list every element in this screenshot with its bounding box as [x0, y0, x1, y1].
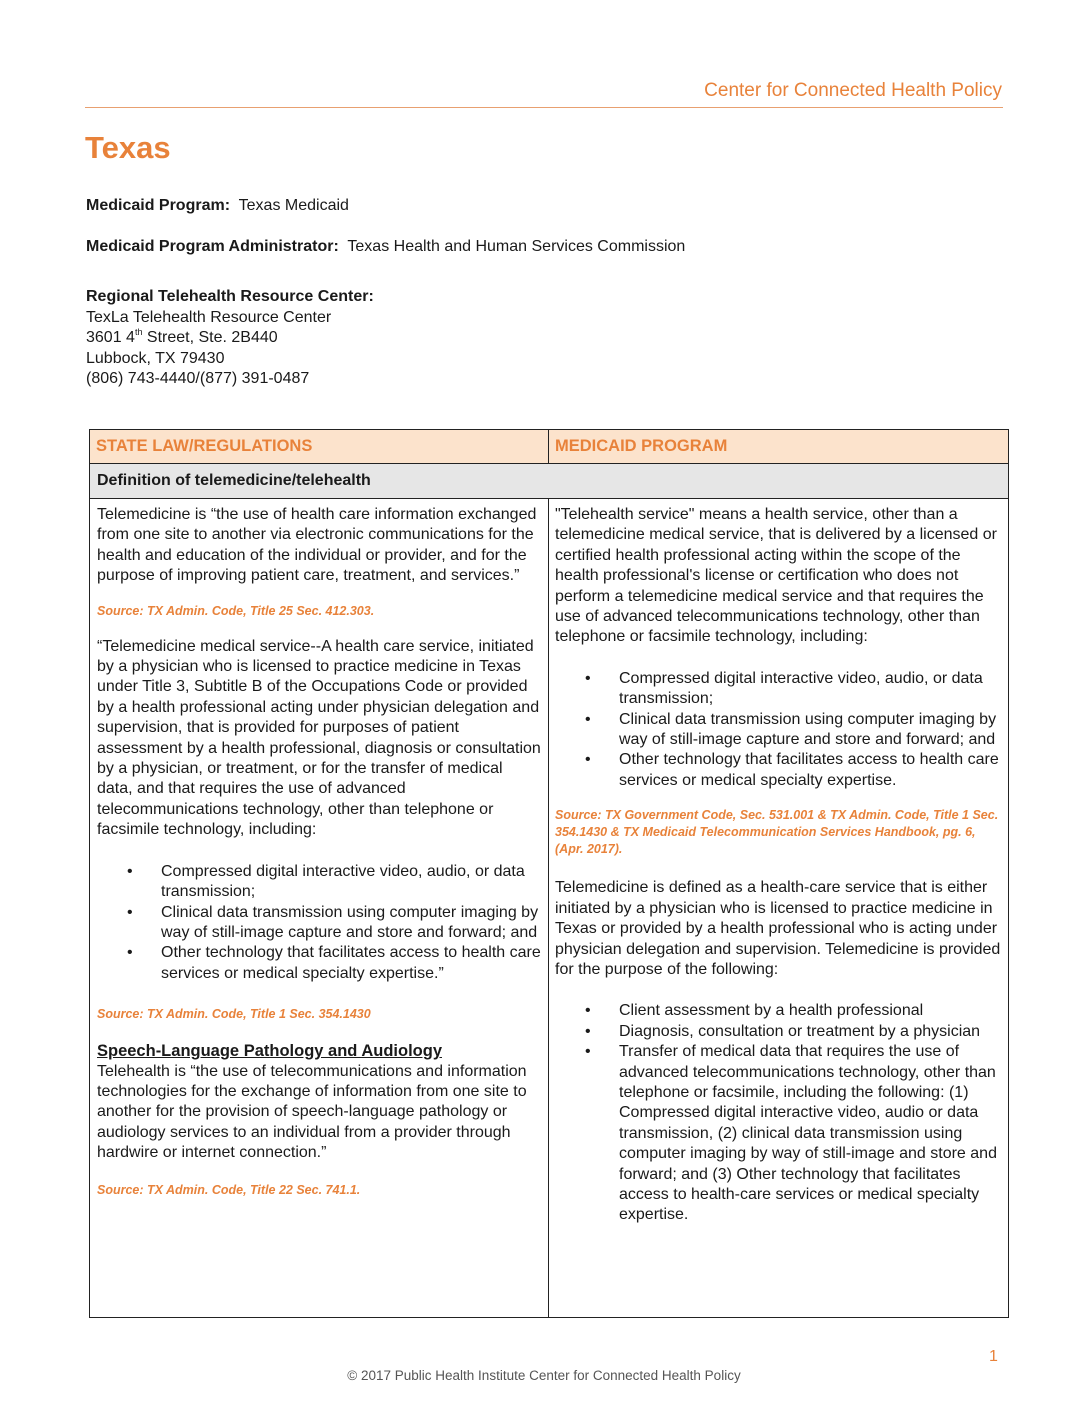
header-org-name: Center for Connected Health Policy — [704, 80, 1002, 101]
medicaid-cell — [549, 499, 1008, 1317]
resource-center-label: Regional Telehealth Resource Center: — [86, 288, 374, 305]
bullet-list — [555, 669, 1002, 791]
resource-center-city: Lubbock, TX 79430 — [86, 349, 225, 367]
bullet-list — [555, 1001, 1002, 1225]
source-citation: Source: TX Admin. Code, Title 1 Sec. 354.1430 — [97, 1007, 371, 1022]
resource-center-street: 3601 4th Street, Ste. 2B440 — [86, 327, 278, 346]
resource-center-block — [86, 287, 374, 390]
list-item: • Other technology that facilitates access to health care services or medical specialty expertise. — [585, 751, 999, 789]
page-title: Texas — [85, 130, 171, 165]
source-citation: Source: TX Admin. Code, Title 25 Sec. 412.303. — [97, 603, 375, 618]
header-divider — [85, 107, 1003, 108]
state-law-cell — [90, 499, 549, 1317]
state-law-paragraph: “Telemedicine medical service--A health care service, initiated by a physician who is licensed to practice medicine in Texas under Title 3, Subtitle B of the Occupations Code or provided by a health professional acting under physician delegation and supervision, that is provided for purposes of patient assessment by a health professional, diagnosis or consultation by a physician, or treatment, or for the transfer of medical data, and that requires the use of advanced telecommunications technology, other than telephone or facsimile technology, including: — [97, 637, 541, 839]
list-item: • Compressed digital interactive video, audio, or data transmission; — [127, 862, 525, 901]
table-header-row — [90, 430, 1008, 464]
subsection-heading: Speech-Language Pathology and Audiology — [97, 1042, 442, 1061]
medicaid-admin-line — [86, 237, 685, 258]
medicaid-admin-value: Texas Health and Human Services Commission — [347, 238, 686, 255]
column-header-medicaid: MEDICAID PROGRAM — [555, 437, 728, 455]
list-item: • Diagnosis, consultation or treatment by a physician — [585, 1022, 981, 1040]
resource-center-phone: (806) 743-4440/(877) 391-0487 — [86, 370, 310, 387]
medicaid-program-line — [86, 196, 349, 217]
medicaid-paragraph: Telemedicine is defined as a health-care service that is either initiated by a physician who is licensed to practice medicine in Texas or provided by a health professional who is acting under physician delegation and supervision. Telemedicine is provided for the purpose of the following: — [555, 879, 1001, 978]
state-law-paragraph: Telemedicine is “the use of health care information exchanged from one site to another via electronic communications for the health and education of the individual or provider, and for the purpose of improving patient care, treatment, and services.” — [97, 506, 537, 585]
section-heading: Definition of telemedicine/telehealth — [90, 464, 1008, 499]
page-number: 1 — [989, 1348, 998, 1365]
resource-center-name: TexLa Telehealth Resource Center — [86, 308, 332, 326]
list-item: • Compressed digital interactive video, audio, or data transmission; — [585, 669, 983, 708]
medicaid-program-label: Medicaid Program: — [86, 197, 231, 214]
state-law-paragraph: Telehealth is “the use of telecommunications and information technologies for the exchange of information from one site to another for the provision of speech-language pathology or audiology services to an individual from a provider through hardwire or internet connection.” — [97, 1062, 527, 1162]
medicaid-admin-label: Medicaid Program Administrator: — [86, 238, 339, 255]
list-item: • Clinical data transmission using computer imaging by way of still-image capture and store and forward; and — [127, 903, 539, 941]
source-citation: Source: TX Admin. Code, Title 22 Sec. 741.1. — [97, 1182, 361, 1197]
list-item: • Transfer of medical data that requires the use of advanced telecommunications technology, other than telephone or facsimile, including the following: (1) Compressed digital interactive video, audio or data transmission, (2) clinical data transmission using computer imaging by way of still-image and store and forward; and (3) Other technology that facilitates access to health-care services or medical specialty expertise. — [585, 1043, 997, 1224]
list-item: • Other technology that facilitates access to health care services or medical specialty expertise.” — [127, 944, 541, 982]
list-item: • Clinical data transmission using computer imaging by way of still-image capture and store and forward; and — [585, 710, 997, 749]
medicaid-program-value: Texas Medicaid — [238, 197, 349, 214]
bullet-list — [97, 862, 542, 984]
table-body-row — [90, 499, 1008, 1317]
list-item: • Client assessment by a health professional — [585, 1002, 924, 1020]
source-citation: Source: TX Government Code, Sec. 531.001 & TX Admin. Code, Title 1 Sec. 354.1430 & TX Medicaid Telecommunication Services Handbook, pg. 6, (Apr. 2017). — [555, 808, 999, 857]
policy-table — [89, 429, 1009, 1318]
medicaid-paragraph: "Telehealth service" means a health service, other than a telemedicine medical service, that is delivered by a licensed or certified health professional acting within the scope of the health professional's license or certification who does not perform a telemedicine medical service and that requires the use of advanced telecommunications technology, other than telephone or facsimile technology, including: — [555, 506, 997, 646]
column-header-state-law: STATE LAW/REGULATIONS — [90, 430, 549, 463]
footer-copyright: © 2017 Public Health Institute Center for Connected Health Policy — [347, 1368, 741, 1383]
